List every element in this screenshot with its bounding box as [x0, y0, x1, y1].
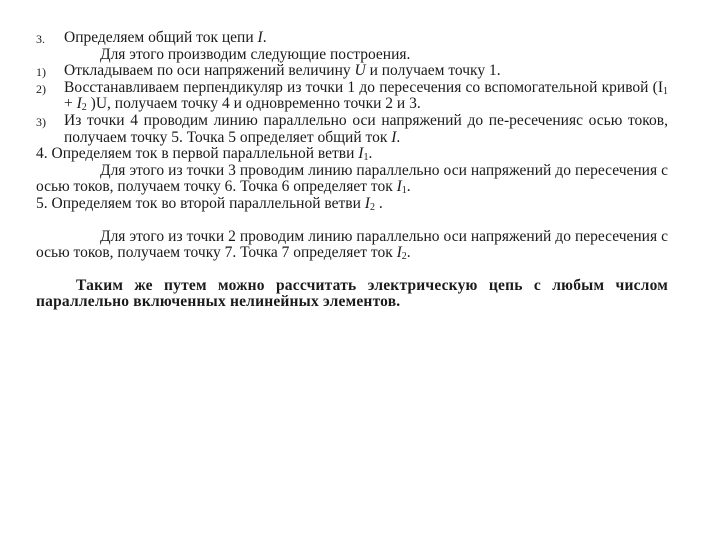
- list-item-2-sub2: 2: [81, 102, 87, 114]
- list-item-1-after: и получаем точку 1.: [369, 62, 501, 80]
- step-4-body: [36, 163, 668, 196]
- step-5-body-var: I: [396, 244, 402, 262]
- step-5-body-text: Для этого из точки 2 проводим линию параллельно оси напряжений до пересечения с осью токов, получаем точку 7. Точка 7 определяет ток: [36, 227, 668, 262]
- step-3-number: 3.: [36, 32, 45, 46]
- list-item-2-number: 2): [36, 81, 46, 96]
- list-item-2-sub1: 1: [663, 85, 668, 97]
- step-3-text: Определяем общий ток цепи: [64, 29, 254, 46]
- step-4-body-text: Для этого из точки 3 проводим линию параллельно оси напряжений до пересечения с осью токов, получаем точку 6. Точка 6 определяет ток: [36, 161, 668, 196]
- step-3-end: .: [262, 29, 267, 46]
- spacer: [36, 213, 668, 229]
- document-body: [36, 30, 668, 311]
- step-4-heading: [36, 146, 668, 163]
- list-item-2-part2: +: [64, 95, 77, 113]
- list-item-1-var: U: [354, 62, 366, 80]
- step-3-var: I: [257, 29, 263, 46]
- list-item-1: [36, 63, 668, 80]
- list-item-3: [36, 113, 668, 146]
- step-4-heading-var: I: [358, 145, 364, 163]
- step-4-heading-end: .: [368, 145, 373, 163]
- step-5-body-end: .: [406, 244, 411, 262]
- step-4-body-end: .: [406, 178, 411, 196]
- list-item-1-before: Откладываем по оси напряжений величину: [64, 62, 351, 80]
- spacer: [36, 262, 668, 278]
- step-5-body-sub: 2: [401, 251, 407, 263]
- list-item-2-var2: I: [76, 95, 82, 113]
- step-5-heading-sub: 2: [369, 201, 375, 213]
- list-item-3-number: 3): [36, 114, 46, 129]
- step-5-body: [36, 229, 668, 262]
- intro-line: Для этого производим следующие построения.: [100, 45, 411, 63]
- list-item-3-after: .: [396, 128, 401, 146]
- list-item-2: [36, 80, 668, 113]
- list-item-3-before: Из точки 4 проводим линию параллельно оси напряжений до пе-ресеченияс осью токов, получаем точку 5. Точка 5 определяет общий ток: [64, 111, 668, 146]
- step-5-heading-var: I: [364, 194, 370, 212]
- step-3-heading: [36, 30, 668, 47]
- list-item-3-var: I: [391, 128, 397, 146]
- step-5-heading: [36, 196, 668, 213]
- step-4-heading-text: 4. Определяем ток в первой параллельной ветви: [36, 145, 355, 163]
- list-item-2-part1: Восстанавливаем перпендикуляр из точки 1 до пересечения со вспомогательной кривой (I: [64, 78, 663, 96]
- step-4-body-sub: 1: [401, 185, 407, 197]
- list-item-2-part3: )U, получаем точку 4 и одновременно точки 2 и 3.: [86, 95, 421, 113]
- list-item-1-number: 1): [36, 65, 46, 80]
- step-4-heading-sub: 1: [363, 152, 369, 164]
- step-5-heading-end: .: [374, 194, 383, 212]
- conclusion-paragraph: Таким же путем можно рассчитать электрическую цепь с любым числом параллельно включенных нелинейных элементов.: [36, 276, 668, 311]
- step-5-heading-text: 5. Определяем ток во второй параллельной ветви: [36, 194, 361, 212]
- step-4-body-var: I: [396, 178, 402, 196]
